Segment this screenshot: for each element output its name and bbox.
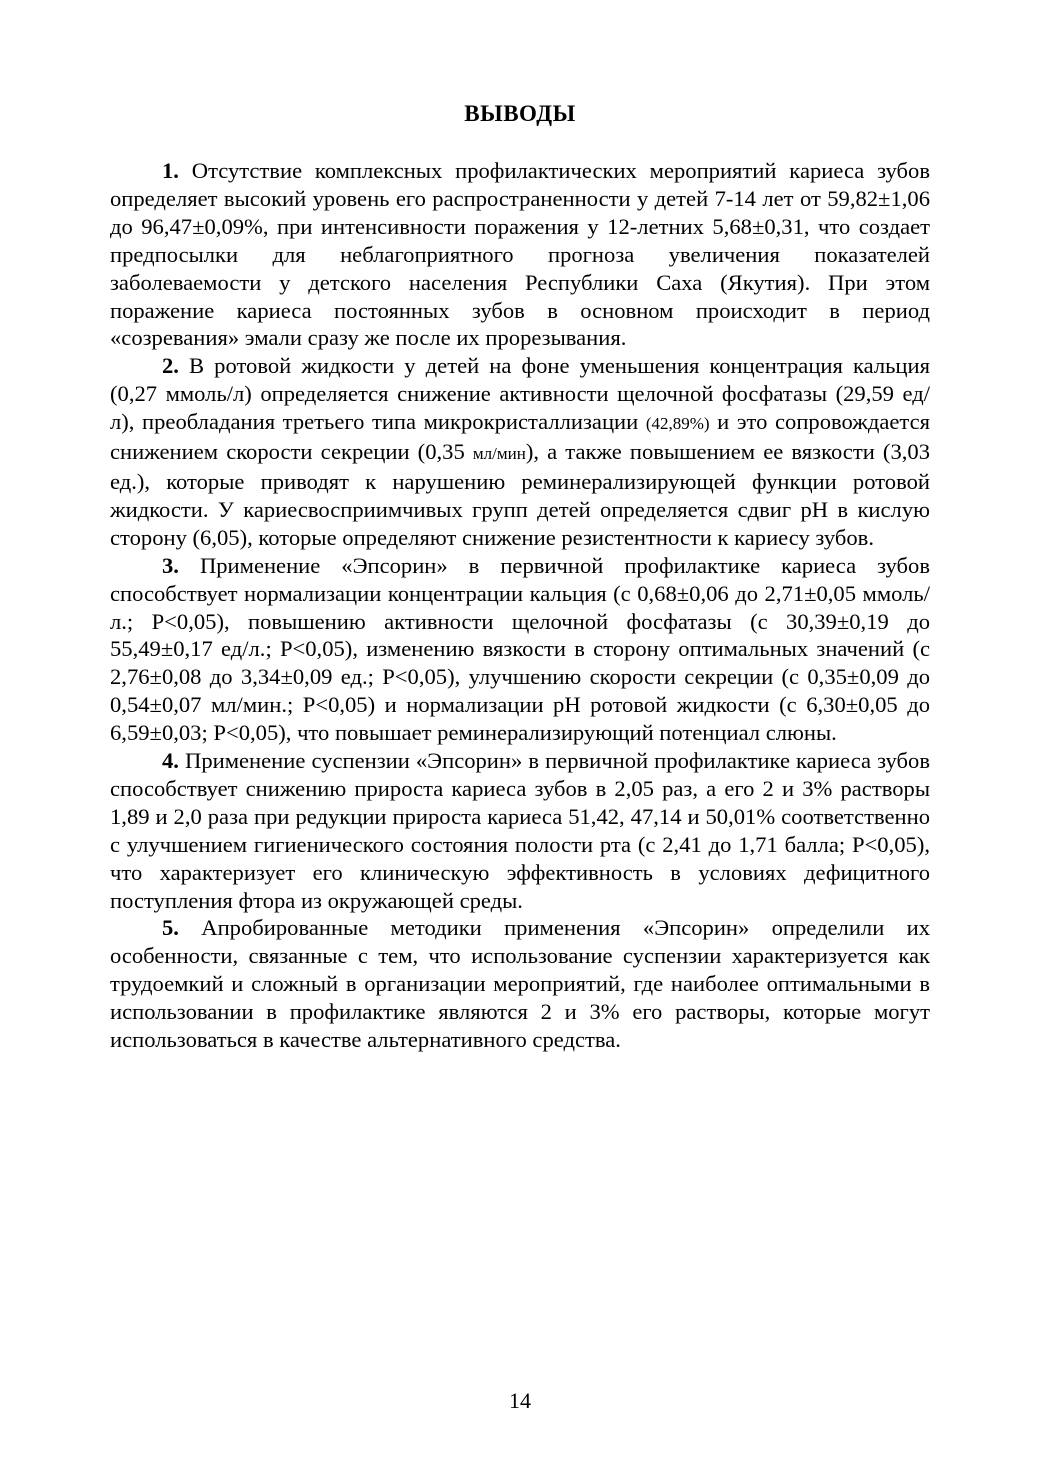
conclusion-1 xyxy=(110,157,930,352)
conclusion-4-text: Применение суспензии «Эпсорин» в первичной профилактике кариеса зубов способствует снижению прироста кариеса зубов в 2,05 раз, а его 2 и 3% растворы 1,89 и 2,0 раза при редукции прироста кариеса 51,42, 47,14 и 50,01% соответственно с улучшением гигиенического состояния полости рта (с 2,41 до 1,71 балла; P<0,05), что характеризует его клиническую эффективность в условиях дефицитного поступления фтора из окружающей среды. xyxy=(110,748,930,913)
conclusion-3 xyxy=(110,552,930,747)
conclusion-1-number: 1. xyxy=(162,158,179,183)
conclusion-2-small-a: (42,89%) xyxy=(645,414,710,434)
conclusion-3-text: Применение «Эпсорин» в первичной профилактике кариеса зубов способствует нормализации концентрации кальция (с 0,68±0,06 до 2,71±0,05 ммоль/л.; P<0,05), повышению активности щелочной фосфатазы (с 30,39±0,19 до 55,49±0,17 ед/л.; P<0,05), изменению вязкости в сторону оптимальных значений (с 2,76±0,08 до 3,34±0,09 ед.; P<0,05), улучшению скорости секреции (с 0,35±0,09 до 0,54±0,07 мл/мин.; P<0,05) и нормализации pH ротовой жидкости (с 6,30±0,05 до 6,59±0,03; P<0,05), что повышает реминерализирующий потенциал слюны. xyxy=(110,552,930,746)
conclusion-2-small-b: мл/мин xyxy=(472,444,526,464)
conclusion-2 xyxy=(110,352,930,551)
conclusion-3-number: 3. xyxy=(162,552,179,578)
conclusion-1-text: Отсутствие комплексных профилактических мероприятий кариеса зубов определяет высокий уровень его распространенности у детей 7-14 лет от 59,82±1,06 до 96,47±0,09%, при интенсивности поражения у 12-летних 5,68±0,31, что создает предпосылки для неблагоприятного прогноза увеличения показателей заболеваемости у детского населения Республики Саха (Якутия). При этом поражение кариеса постоянных зубов в основном происходит в период «созревания» эмали сразу же после их прорезывания. xyxy=(110,158,930,351)
conclusions-list xyxy=(110,157,930,1054)
conclusion-5-text: Апробированные методики применения «Эпсорин» определили их особенности, связанные с тем, что использование суспензии характеризуется как трудоемкий и сложный в организации мероприятий, где наиболее оптимальными в использовании в профилактике являются 2 и 3% его растворы, которые могут использоваться в качестве альтернативного средства. xyxy=(110,915,930,1053)
conclusion-2-text-b: и это сопровождается снижением скорости секреции (0,35 xyxy=(110,409,930,465)
conclusion-5-number: 5. xyxy=(162,915,179,941)
conclusion-2-text-c: ), а также повышением ее вязкости (3,03 ед.), которые приводят к нарушению реминерализирующей функции ротовой жидкости. У кариесвосприимчивых групп детей определяется сдвиг pH в кислую сторону (6,05), которые определяют снижение резистентности к кариесу зубов. xyxy=(110,439,930,550)
conclusion-2-number: 2. xyxy=(162,353,179,379)
conclusion-5 xyxy=(110,914,930,1054)
conclusion-4 xyxy=(110,747,930,914)
conclusion-2-text-a: В ротовой жидкости у детей на фоне уменьшения концентрация кальция (0,27 ммоль/л) определяется снижение активности щелочной фосфатазы (29,59 ед/л), преобладания третьего типа микрокристаллизации xyxy=(110,353,930,435)
page-number: 14 xyxy=(509,1388,531,1413)
document-page xyxy=(110,0,930,1473)
conclusion-4-number: 4. xyxy=(162,748,179,774)
section-title: ВЫВОДЫ xyxy=(464,101,576,126)
